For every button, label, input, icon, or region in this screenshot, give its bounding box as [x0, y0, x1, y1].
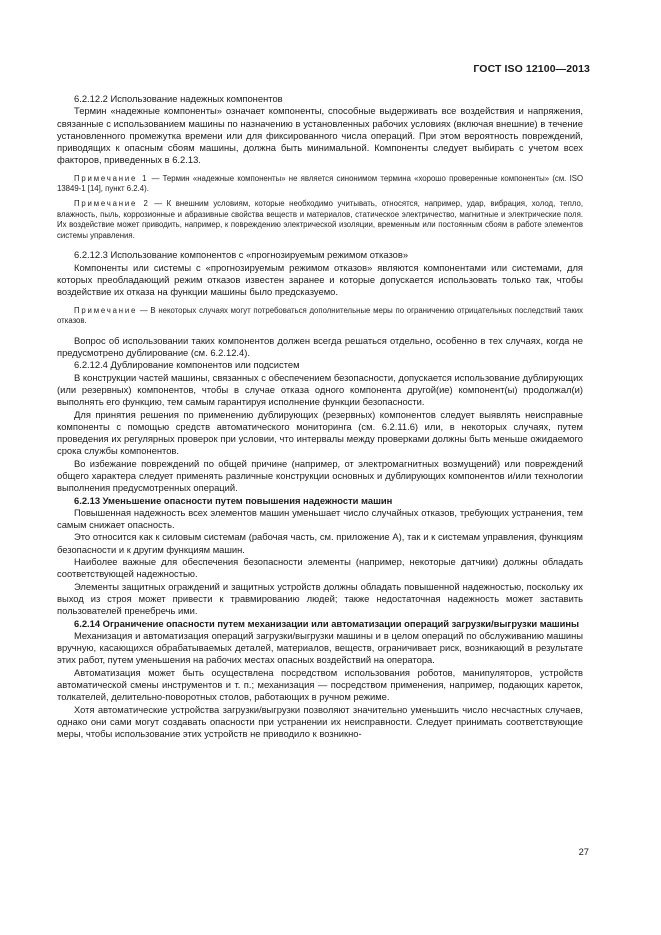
body-paragraph: Во избежание повреждений по общей причине (например, от электромагнитных возмущений) или повреждений общего характера следует применять различные конструкции основных и дублирующих компонентов и/или технологии выполнения предусмотренных операций. — [57, 457, 583, 494]
note-text: — Термин «надежные компоненты» не является синонимом термина «хорошо проверенные компоненты» (см. ISO 13849-1 [14], пункт 6.2.4). — [57, 173, 584, 194]
note-label: Примечание 1 — [74, 173, 149, 183]
standard-header: ГОСТ ISO 12100—2013 — [473, 63, 590, 75]
body-paragraph: Хотя автоматические устройства загрузки/выгрузки позволяют значительно уменьшить число несчастных случаев, однако они сами могут создавать опасности при устранении их неисправности. Следует принимать соответствующие меры, чтобы использование этих устройств не приводило к возникно- — [57, 703, 583, 740]
body-paragraph: В конструкции частей машины, связанных с обеспечением безопасности, допускается использование дублирующих (или резервных) компонентов, чтобы в случае отказа одного компонента другой(ие) компонент(ы) продолжал(и) выполнять его функцию, тем самым гарантируя исполнение функции безопасности. — [57, 371, 583, 408]
note-1 — [57, 174, 583, 195]
body-paragraph: Механизация и автоматизация операций загрузки/выгрузки машины и в целом операций по обслуживанию машины вручную, касающихся обрабатываемых деталей, материалов, веществ, ограничивает риск, возникающий в результате этих работ, путем уменьшения на рабочих местах опасных воздействий на оператора. — [57, 629, 583, 666]
document-body — [57, 93, 583, 741]
note-text: — К внешним условиям, которые необходимо учитывать, относятся, например, удар, вибрация, холод, тепло, влажность, пыль, коррозионные и абразивные свойства веществ и материалов, статическое электричество, магнитные и электрические поля. Их воздействие может приводить, например, к повреждению электрической изоляции, временным или постоянным сбоям в работе элементов системы управления. — [57, 198, 583, 240]
section-heading-6-2-12-2: 6.2.12.2 Использование надежных компонентов — [74, 93, 283, 104]
body-paragraph: Повышенная надежность всех элементов машин уменьшает число случайных отказов, требующих устранения, тем самым снижает опасность. — [57, 506, 583, 531]
page-number: 27 — [578, 846, 589, 857]
section-heading-6-2-12-3: 6.2.12.3 Использование компонентов с «прогнозируемым режимом отказов» — [74, 249, 409, 261]
note-3 — [57, 306, 583, 327]
section-heading-6-2-14: 6.2.14 Ограничение опасности путем механизации или автоматизации операций загрузки/выгрузки машины — [74, 617, 580, 629]
body-paragraph: Это относится как к силовым системам (рабочая часть, см. приложение А), так и к системам управления, функциям безопасности и к другим функциям машин. — [57, 531, 583, 555]
note-text: — В некоторых случаях могут потребоваться дополнительные меры по ограничению отрицательных последствий таких отказов. — [57, 305, 584, 326]
section-heading-6-2-13: 6.2.13 Уменьшение опасности путем повышения надежности машин — [74, 494, 393, 506]
body-paragraph: Наиболее важные для обеспечения безопасности элементы (например, некоторые датчики) должны обладать соответствующей надежностью. — [57, 556, 583, 580]
body-paragraph: Элементы защитных ограждений и защитных устройств должны обладать повышенной надежностью, поскольку их выход из строя может привести к травмированию людей; также недостаточная надежность может заставить пользователей пренебречь ими. — [57, 580, 583, 617]
body-paragraph: Вопрос об использовании таких компонентов должен всегда решаться отдельно, особенно в тех случаях, когда не предусмотрено дублирование (см. 6.2.12.4). — [57, 334, 583, 359]
body-paragraph: Автоматизация может быть осуществлена посредством использования роботов, манипуляторов, устройств автоматической смены инструментов и т. п.; механизация — посредством применения, например, подающих кареток, толкателей, делительно-поворотных столов, работающих в ручном режиме. — [57, 666, 583, 703]
note-2 — [57, 199, 583, 241]
body-paragraph: Компоненты или системы с «прогнозируемым режимом отказов» являются компонентами или системами, для которых преобладающий режим отказов известен заранее и которые допускается использовать только так, чтобы воздействие их отказа на функции машины было предсказуемо. — [57, 261, 583, 298]
note-label: Примечание — [74, 305, 138, 315]
body-paragraph: Термин «надежные компоненты» означает компоненты, способные выдерживать все воздействия и напряжения, связанные с использованием машины по назначению в установленных рабочих условиях (включая внешние) в течение установленного промежутка времени или для фиксированного числа операций. При этом вероятность повреждений, приводящих к опасным сбоям машины, должна быть минимальной. Компоненты следует выбирать с учетом всех факторов, приведенных в 6.2.13. — [57, 105, 583, 166]
note-label: Примечание 2 — [74, 198, 150, 208]
body-paragraph: Для принятия решения по применению дублирующих (резервных) компонентов следует выявлять неисправные компоненты с помощью средств автоматического мониторинга (см. 6.2.11.6) или, в некоторых случаях, путем проведения их регулярных проверок при условии, что интервалы между проверками должны быть меньше ожидаемого срока службы компонентов. — [57, 408, 583, 457]
section-heading-6-2-12-4: 6.2.12.4 Дублирование компонентов или подсистем — [74, 359, 300, 371]
